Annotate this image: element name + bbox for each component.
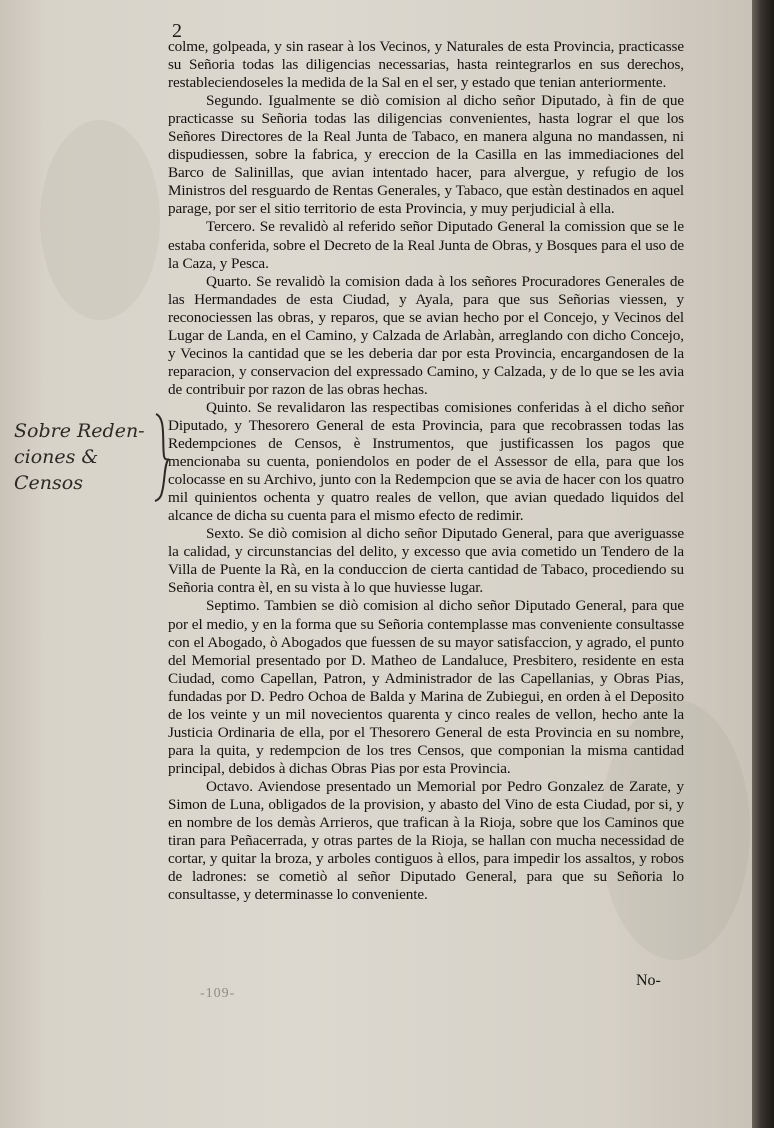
faint-bleed-through-mark: -109- — [200, 986, 236, 1001]
paragraph: Septimo. Tambien se diò comision al dicho señor Diputado General, para que por el medio, y en la forma que su Señoria contemplasse mas conveniente consultasse con el Abogado, ò Abogados que fuessen de su mayor satisfaccion, y agrado, el punto del Memorial presentado por D. Matheo de Landaluce, Presbitero, residente en esta Ciudad, como Capellan, Patron, y Administrador de las Capellanias, y Obras Pias, fundadas por D. Pedro Ochoa de Balda y Marina de Zubiegui, en orden à el Deposito de los veinte y un mil novecientos quarenta y cinco reales de vellon, hecho ante la Justicia Ordinaria de ella, por el Thesorero General de esta Provincia en su nombre, para la quita, y redempcion de los tres Censos, que componian la misma cantidad principal, debidos à dichas Obras Pias por esta Provincia. — [168, 597, 684, 777]
paragraph: Sexto. Se diò comision al dicho señor Diputado General, para que averiguasse la calidad, y circunstancias del delito, y excesso que avia cometido un Tendero de la Villa de Puente la Rà, en la conduccion de cierta cantidad de Tabaco, procediendo su Señoria contra èl, en su vista à lo que huviesse lugar. — [168, 525, 684, 597]
page-number: 2 — [172, 20, 182, 42]
handwritten-margin-note — [14, 418, 164, 496]
paragraph: Quarto. Se revalidò la comision dada à los señores Procuradores Generales de las Hermandades de esta Ciudad, y Ayala, para que sus Señorias viessen, y reconociessen las obras, y reparos, que se avian hecho por el Concejo, y Vecinos del Lugar de Landa, en el Camino, y Calzada de Arlabàn, arreglando con dicho Concejo, y Vecinos la cantidad que se les deberia dar por esta Provincia, encargandosen de la reparacion, y conservacion del expressado Camino, y Calzada, y de lo que se les avia de contribuir por razon de las obras hechas. — [168, 272, 684, 398]
binding-edge-shadow — [752, 0, 774, 1128]
document-body — [168, 38, 684, 904]
margin-note-line: Sobre Reden- — [14, 420, 145, 442]
paragraph: Segundo. Igualmente se diò comision al dicho señor Diputado, à fin de que practicasse su Señoria todas las diligencias convenientes, hasta lograr el que los Señores Directores de la Real Junta de Tabaco, en manera alguna no mandassen, ni dispudiessen, sobre la fabrica, y ereccion de la Casilla en las immediaciones del Barco de Salinillas, que avian intentado hacer, para alvergue, y refugio de los Ministros del resguardo de Rentas Generales, y Tabaco, que estàn destinados en aquel parage, por ser el sitio territorio de esta Provincia, y muy perjudicial à ella. — [168, 92, 684, 218]
paragraph: Tercero. Se revalidò al referido señor Diputado General la comission que se le estaba conferida, sobre el Decreto de la Real Junta de Obras, y Bosques para el uso de la Caza, y Pesca. — [168, 218, 684, 272]
paragraph: colme, golpeada, y sin rasear à los Vecinos, y Naturales de esta Provincia, practicasse su Señoria todas las diligencias necessarias, hasta reintegrarlos en sus derechos, restableciendoseles la medida de la Sal en el ser, y estado que tenian anteriormente. — [168, 38, 684, 92]
catchword: No- — [636, 972, 661, 989]
margin-note-line: ciones & Censos — [14, 446, 99, 494]
paragraph: Octavo. Aviendose presentado un Memorial por Pedro Gonzalez de Zarate, y Simon de Luna, obligados de la provision, y abasto del Vino de esta Ciudad, por si, y en nombre de los demàs Arrieros, que trafican à la Rioja, sobre que los Caminos que tiran para Peñacerrada, y otras partes de la Rioja, se hallan con mucha necessidad de cortar, y quitar la broza, y arboles contiguos à ellos, para impedir los assaltos, y robos de ladrones: se cometiò al señor Diputado General, para que su Señoria lo consultasse, y determinasse lo conveniente. — [168, 777, 684, 904]
paragraph: Quinto. Se revalidaron las respectibas comisiones conferidas à el dicho señor Diputado, y Thesorero General de esta Provincia, para que recobrassen todas las Redempciones de Censos, è Instrumentos, que justificassen los pagos que mencionaba su cuenta, poniendolos en poder de el Assessor de ella, para que los colocasse en su Archivo, junto con la Redempcion que se avia de hacer con los quatro mil quinientos ochenta y quatro reales de vellon, que avian quedado liquidos del alcance de dicha su cuenta para el mismo efecto de redimir. — [168, 398, 684, 525]
paper-stain — [40, 120, 160, 320]
